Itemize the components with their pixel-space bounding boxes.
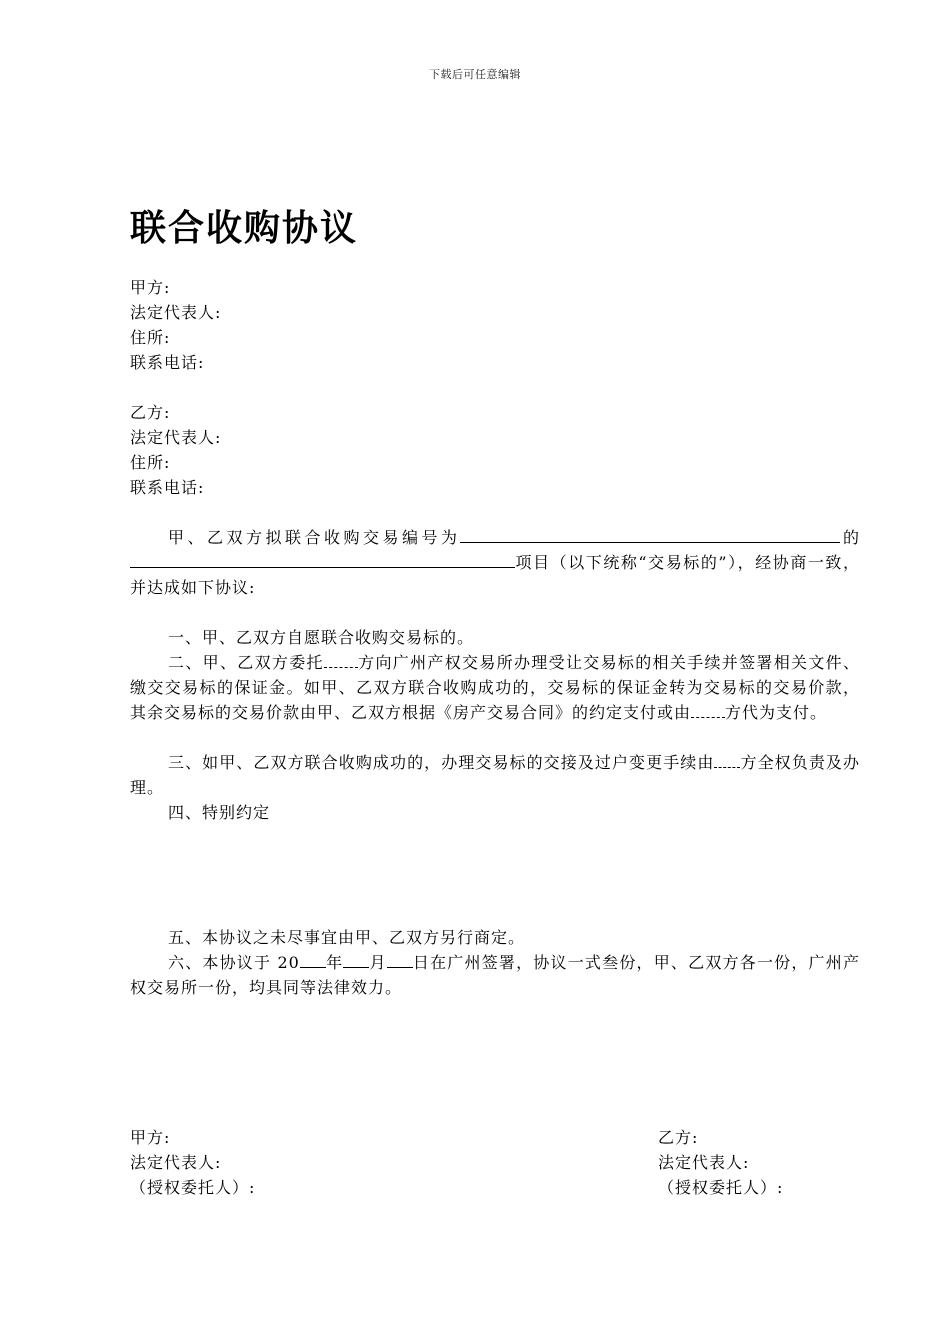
intro-paragraph [130,525,860,600]
project-name-blank [130,553,515,568]
clause-6-text-a: 六、本协议于 20 [168,953,300,972]
intro-text-2: 的 [840,528,860,547]
transaction-number-blank [460,528,840,543]
party-a-address-label: 住所: [130,328,171,347]
sig-a-name-label: 甲方: [130,1128,171,1147]
party-b-name-label: 乙方: [130,403,171,422]
clause-2-text-b: 方向广州产权交易所办理受让交易标的相关手续并签署相关文件、缴交交易标的保证金。如甲、乙双方联合收购成功的，交易标的保证金转为交易标的交易价款，其余交易标的交易价款由甲、乙双方根据《房产交易合同》的约定支付或由 [130,653,860,722]
clause-6-month-label: 月 [369,953,387,972]
signature-party-a [130,1125,255,1200]
year-blank [300,954,326,968]
intro-text-1: 甲、乙双方拟联合收购交易编号为 [168,528,461,547]
clause-3 [130,750,860,800]
clause-1 [130,625,860,650]
party-a-rep-label: 法定代表人: [130,303,222,322]
sig-b-rep-label: 法定代表人: [658,1153,750,1172]
clause-2-text-a: 二、甲、乙双方委托 [168,653,324,672]
clause-3-text-a: 三、如甲、乙双方联合收购成功的，办理交易标的交接及过户变更手续由 [168,753,715,772]
sig-a-agent-label: （授权委托人）: [130,1178,256,1197]
signature-party-b [658,1125,783,1200]
intro-text-3: 项目（以下统称“交易标的”），经协商一致，并达成如下协议: [130,553,860,597]
party-b-block [130,400,221,500]
clause-5-text: 五、本协议之未尽事宜由甲、乙双方另行商定。 [168,928,526,947]
transfer-party-blank [714,755,740,768]
party-b-phone-label: 联系电话: [130,478,205,497]
clause-4 [130,800,860,825]
day-blank [387,954,413,968]
payment-party-blank [691,705,725,718]
sig-a-rep-label: 法定代表人: [130,1153,222,1172]
party-b-address-label: 住所: [130,453,171,472]
clause-4-text: 四、特别约定 [168,803,271,822]
clause-1-text: 一、甲、乙双方自愿联合收购交易标的。 [168,628,475,647]
party-a-name-label: 甲方: [130,278,171,297]
clause-2-text-c: 方代为支付。 [725,703,828,722]
sig-b-name-label: 乙方: [658,1128,699,1147]
clause-3-text-b: 方全权负责及办理。 [130,753,860,797]
party-a-phone-label: 联系电话: [130,353,205,372]
clause-2 [130,650,860,725]
clause-6-year-label: 年 [325,953,344,972]
clause-6-text-d: 日在广州签署，协议一式叁份，甲、乙双方各一份，广州产权交易所一份，均具同等法律效力。 [130,953,860,997]
month-blank [343,954,369,968]
document-title: 联合收购协议 [130,208,359,249]
party-b-rep-label: 法定代表人: [130,428,222,447]
entrusted-party-blank [324,655,358,668]
sig-b-agent-label: （授权委托人）: [658,1178,784,1197]
clause-5 [130,925,860,950]
party-a-block [130,275,221,375]
header-note: 下载后可任意编辑 [429,68,521,81]
clause-6 [130,950,860,1000]
